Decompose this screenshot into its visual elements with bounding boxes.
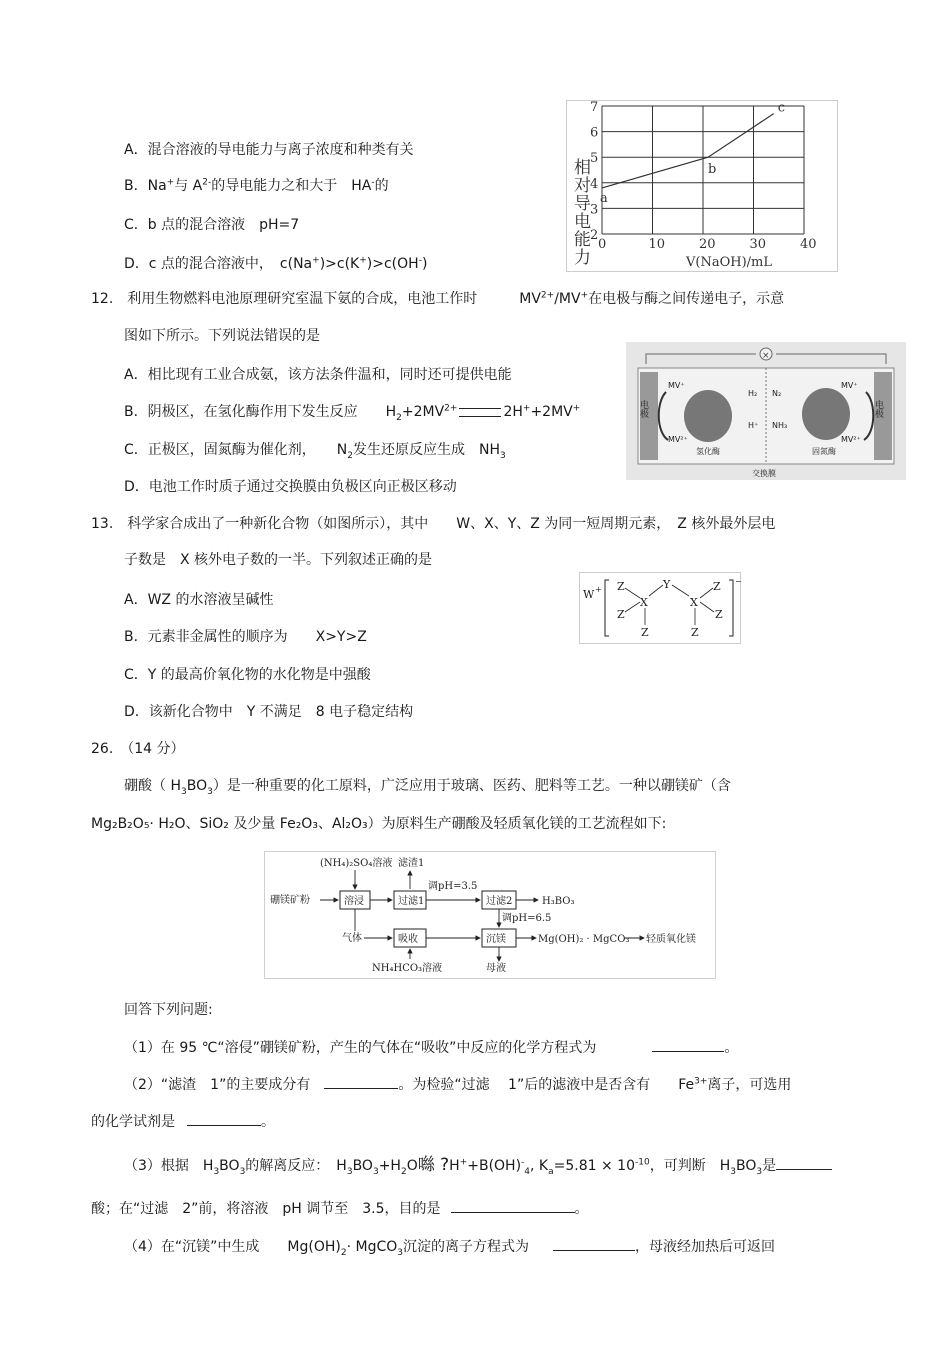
flow-mother-liquor: 母液	[486, 963, 506, 974]
structure-svg	[579, 572, 741, 644]
atom-z5: Z	[715, 608, 723, 621]
q26-sub4: （4）在“沉镁”中生成 $Mg(OH)_2\cdot$ MgCO$_3$沉淀的离子方程式为 ，母液经加热后可返回	[124, 1239, 775, 1258]
q11-option-d: D．c 点的混合溶液中， c(Na+)>c(K+)>c(OH-)	[124, 255, 428, 272]
q12-option-d: D．电池工作时质子通过交换膜由负极区向正极区移动	[124, 479, 457, 495]
x-tick-label: 30	[749, 237, 767, 252]
q26-intro-line2: Mg₂B₂O₅· H₂O、SiO₂ 及少量 Fe₂O₃、Al₂O₃）为原料生产硼酸及轻质氧化镁的工艺流程如下:	[91, 816, 667, 832]
y-tick-label: 7	[590, 100, 599, 115]
anion-charge: −	[735, 577, 742, 586]
hplus-label: H⁺	[748, 421, 759, 430]
y-tick-label: 4	[590, 176, 599, 192]
answer-blank-2b[interactable]	[187, 1113, 261, 1126]
q12-option-c: C．正极区，固氮酶为催化剂， $N_2$发生还原反应生成 $NH_3$	[124, 442, 506, 461]
answer-blank-3a[interactable]	[776, 1157, 832, 1170]
q13-option-c: C．Y 的最高价氧化物的水化物是中强酸	[124, 667, 371, 683]
atom-z3: Z	[641, 626, 649, 639]
q13-stem-line1: 13. 科学家合成出了一种新化合物（如图所示），其中 W、X、Y、Z 为同一短周期元素， Z 核外最外层电	[91, 516, 776, 532]
hydrogenase-blob	[684, 390, 732, 442]
q26-sub1: （1）在 95 ℃“溶侵”硼镁矿粉，产生的气体在“吸收”中反应的化学方程式为 。	[124, 1040, 739, 1056]
chart-grid	[602, 106, 804, 234]
conductivity-chart-svg	[566, 100, 838, 272]
q26-header: 26. （14 分）	[91, 741, 185, 757]
point-label-a: a	[600, 190, 608, 206]
x-tick-label: 20	[699, 237, 716, 252]
atom-z4: Z	[713, 580, 721, 593]
y-tick-label: 6	[590, 125, 599, 141]
right-electrode-label: 电极	[873, 400, 883, 418]
flow-product-h3bo3: H₃BO₃	[542, 896, 575, 907]
point-label-b: b	[708, 162, 717, 178]
q26-sub3: （3）根据 $H_3BO_3$的解离反应： $H_3BO_3+H_2O$噝 $?H^++B(OH)^-_4$, $K_a=5.81 \times 10^{-10}$，可判断 $H_3BO_3$是	[124, 1156, 832, 1175]
w-charge: +	[595, 585, 602, 594]
answer-blank-1[interactable]	[652, 1039, 724, 1052]
flow-dissolve: 溶浸	[344, 896, 364, 907]
point-label-c: c	[777, 100, 785, 116]
answer-blank-4[interactable]	[553, 1238, 635, 1251]
y-tick-label: 5	[590, 151, 599, 167]
atom-x2: X	[690, 596, 698, 609]
q11-option-c: C．b 点的混合溶液 pH=7	[124, 217, 300, 233]
atom-z2: Z	[617, 608, 625, 621]
atom-z6: Z	[691, 626, 699, 639]
flow-precip: 沉镁	[486, 934, 506, 945]
atom-w: W	[583, 588, 595, 601]
flow-absorb: 吸收	[398, 934, 418, 945]
x-tick-label: 0	[598, 237, 607, 252]
series-line	[602, 114, 774, 188]
chart-xlabel: V(NaOH)/mL	[686, 255, 772, 270]
mv-plus-right: MV⁺	[841, 381, 858, 390]
q11-option-b: B．Na+与 $A^{2-}$的导电能力之和大于 HA-的	[124, 177, 389, 194]
nh3-label: NH₃	[772, 421, 788, 430]
n2-label: N₂	[772, 389, 782, 398]
answer-blank-3b[interactable]	[451, 1200, 575, 1213]
flow-residue1: 滤渣1	[398, 858, 425, 869]
x-tick-label: 40	[800, 237, 817, 252]
chart-ylabel: 相对导电能力	[570, 158, 590, 266]
q13-option-a: A．WZ 的水溶液呈碱性	[124, 592, 274, 608]
flow-raw-material: 硼镁矿粉	[270, 895, 310, 906]
q13-option-d: D．该新化合物中 Y 不满足 8 电子稳定结构	[124, 704, 414, 720]
q13-option-b: B．元素非金属性的顺序为 X>Y>Z	[124, 629, 367, 645]
flow-product-basic-carbonate: Mg(OH)₂ · MgCO₃	[538, 934, 630, 945]
structure-figure	[579, 572, 741, 644]
flow-reagent2: NH₄HCO₃溶液	[372, 963, 443, 974]
flow-ph1: 调pH=3.5	[428, 881, 478, 892]
h2-label: H₂	[748, 389, 758, 398]
q26-sub3-cont: 酸；在“过滤 2”前，将溶液 pH 调节至 3.5，目的是 。	[91, 1201, 589, 1217]
q13-stem-line2: 子数是 X 核外电子数的一半。下列叙述正确的是	[124, 552, 433, 568]
atom-z1: Z	[617, 580, 625, 593]
x-tick-label: 10	[648, 237, 666, 252]
answer-blank-2a[interactable]	[324, 1076, 398, 1089]
left-electrode-label: 电极	[638, 400, 648, 418]
process-flow-figure	[264, 851, 716, 979]
q26-sub2: （2）“滤渣 1”的主要成分有 。为检验“过滤 1”后的滤液中是否含有 $Fe^{3+}$离子，可选用	[124, 1076, 792, 1093]
chart-point-labels	[600, 101, 785, 206]
q12-option-b: B．阴极区，在氢化酶作用下发生反应 $H_2+2MV^{2+}$ 2H++2MV+	[124, 403, 581, 423]
q12-option-a: A．相比现有工业合成氨，该方法条件温和，同时还可提供电能	[124, 367, 512, 383]
q11-option-a: A．混合溶液的导电能力与离子浓度和种类有关	[124, 142, 414, 158]
y-tick-label: 2	[590, 228, 599, 243]
equilibrium-sign	[459, 408, 501, 417]
flow-filter1: 过滤1	[398, 896, 425, 907]
atom-y: Y	[663, 578, 671, 591]
q12-stem-line1: 12. 利用生物燃料电池原理研究室温下氨的合成，电池工作时 $MV^{2+}/MV^+$在电极与酶之间传递电子，示意	[91, 290, 785, 307]
fuel-cell-svg	[626, 342, 906, 480]
nitrogenase-blob	[802, 388, 850, 440]
flow-reagent1: (NH₄)₂SO₄溶液	[320, 858, 393, 869]
process-flow-svg	[264, 851, 716, 979]
flow-ph2: 调pH=6.5	[502, 913, 552, 924]
mv-2plus-left: MV²⁺	[668, 435, 688, 444]
flow-filter2: 过滤2	[486, 896, 513, 907]
fuel-cell-figure	[626, 342, 906, 480]
q12-stem-line2: 图如下所示。下列说法错误的是	[124, 328, 320, 344]
svg-text:×: ×	[762, 351, 770, 361]
q26-intro-line1: 硼酸（ $H_3BO_3$）是一种重要的化工原料，广泛应用于玻璃、医药、肥料等工艺。一种以硼镁矿（含	[124, 778, 731, 797]
y-tick-label: 3	[590, 202, 599, 218]
conductivity-chart	[566, 100, 838, 272]
q26-sub2-cont: 的化学试剂是 。	[91, 1114, 275, 1130]
flow-gas: 气体	[342, 933, 362, 944]
nitrogenase-label: 固氮酶	[812, 447, 836, 456]
hydrogenase-label: 氢化酶	[696, 447, 720, 456]
mv-plus-left: MV⁺	[668, 381, 685, 390]
mv-2plus-right: MV²⁺	[841, 435, 861, 444]
q26-answer-prompt: 回答下列问题:	[124, 1002, 213, 1018]
atom-x1: X	[640, 596, 648, 609]
flow-product-mgo: 轻质氧化镁	[646, 934, 696, 945]
membrane-label: 交换膜	[752, 469, 776, 478]
